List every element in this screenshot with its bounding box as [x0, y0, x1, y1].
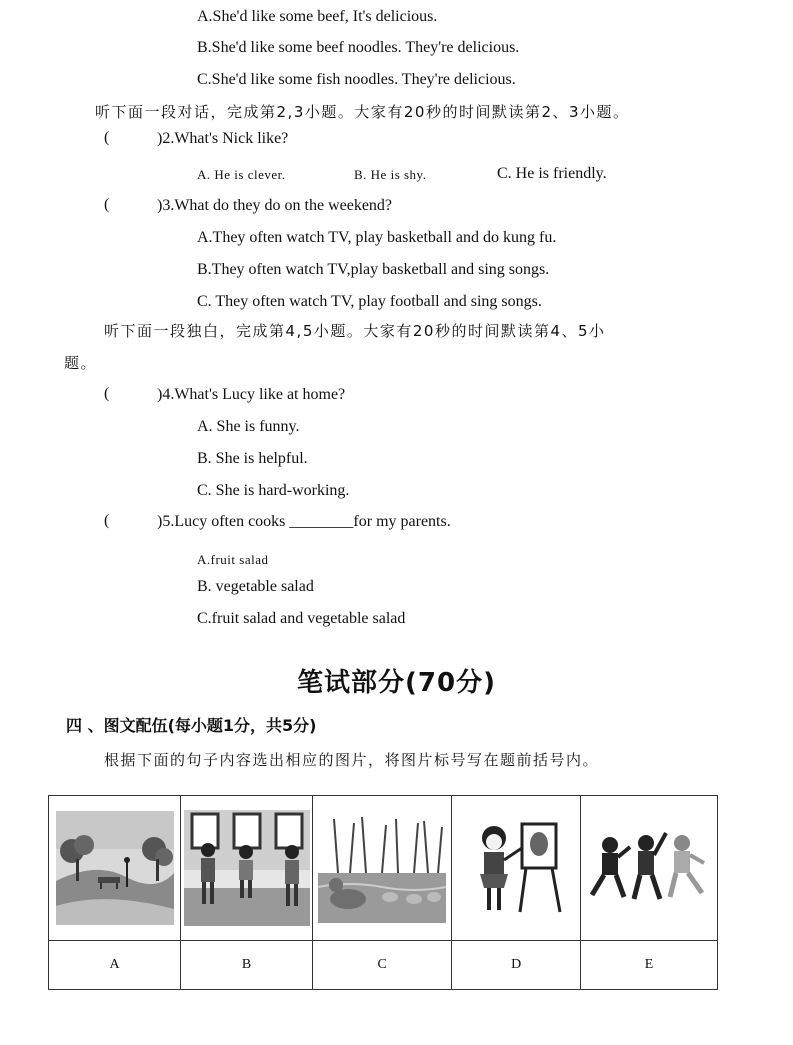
q1-option-c: C.She'd like some fish noodles. They're delicious.	[197, 71, 516, 88]
q3-stem: )3.What do they do on the weekend?	[157, 197, 393, 214]
picture-cell-a	[49, 796, 181, 941]
q3-option-a: A.They often watch TV, play basketball and do kung fu.	[197, 229, 557, 246]
picture-label-a: A	[49, 941, 181, 990]
section-4-instruction: 根据下面的句子内容选出相应的图片，将图片标号写在题前括号内。	[104, 751, 600, 769]
park-picture	[56, 811, 174, 925]
q2-stem: )2.What's Nick like?	[157, 130, 289, 147]
picture-table	[48, 795, 718, 990]
picture-label-d: D	[452, 941, 581, 990]
q3-option-b: B.They often watch TV,play basketball and sing songs.	[197, 261, 550, 278]
kung-fu-picture	[590, 823, 708, 913]
section-4-heading: 四 、图文配伍(每小题1分，共5分)	[66, 716, 317, 735]
q2-option-a: A. He is clever.	[197, 167, 286, 182]
q5-option-b: B. vegetable salad	[197, 578, 314, 595]
q3-answer-paren: (	[104, 196, 110, 213]
picture-cell-e	[580, 796, 717, 941]
picture-cell-b	[181, 796, 313, 941]
girl-painting-picture	[464, 816, 568, 920]
q4-stem: )4.What's Lucy like at home?	[157, 386, 346, 403]
instruction-q4-q5-line2: 题。	[64, 354, 98, 372]
q5-option-a: A.fruit salad	[197, 552, 269, 567]
q5-option-c: C.fruit salad and vegetable salad	[197, 610, 406, 627]
q4-answer-paren: (	[104, 385, 110, 402]
q2-option-b: B. He is shy.	[354, 167, 427, 182]
picture-label-b: B	[181, 941, 313, 990]
q5-stem: )5.Lucy often cooks ________for my parents.	[157, 513, 451, 530]
written-section-title: 笔试部分(70分)	[297, 668, 496, 698]
instruction-q4-q5-line1: 听下面一段独白，完成第4,5小题。大家有20秒的时间默读第4、5小	[104, 322, 606, 340]
q2-answer-paren: (	[104, 129, 110, 146]
children-talking-picture	[184, 810, 310, 926]
instruction-q2-q3: 听下面一段对话，完成第2,3小题。大家有20秒的时间默读第2、3小题。	[95, 103, 630, 121]
q1-option-b: B.She'd like some beef noodles. They're delicious.	[197, 39, 520, 56]
picture-label-e: E	[580, 941, 717, 990]
q5-answer-paren: (	[104, 512, 110, 529]
picture-cell-d	[452, 796, 581, 941]
duck-pond-picture	[318, 813, 446, 923]
q4-option-a: A. She is funny.	[197, 418, 300, 435]
picture-cell-c	[312, 796, 451, 941]
picture-label-c: C	[312, 941, 451, 990]
q4-option-c: C. She is hard-working.	[197, 482, 350, 499]
q4-option-b: B. She is helpful.	[197, 450, 308, 467]
q2-option-c: C. He is friendly.	[497, 165, 607, 182]
q3-option-c: C. They often watch TV, play football and sing songs.	[197, 293, 542, 310]
q1-option-a: A.She'd like some beef, It's delicious.	[197, 8, 438, 25]
